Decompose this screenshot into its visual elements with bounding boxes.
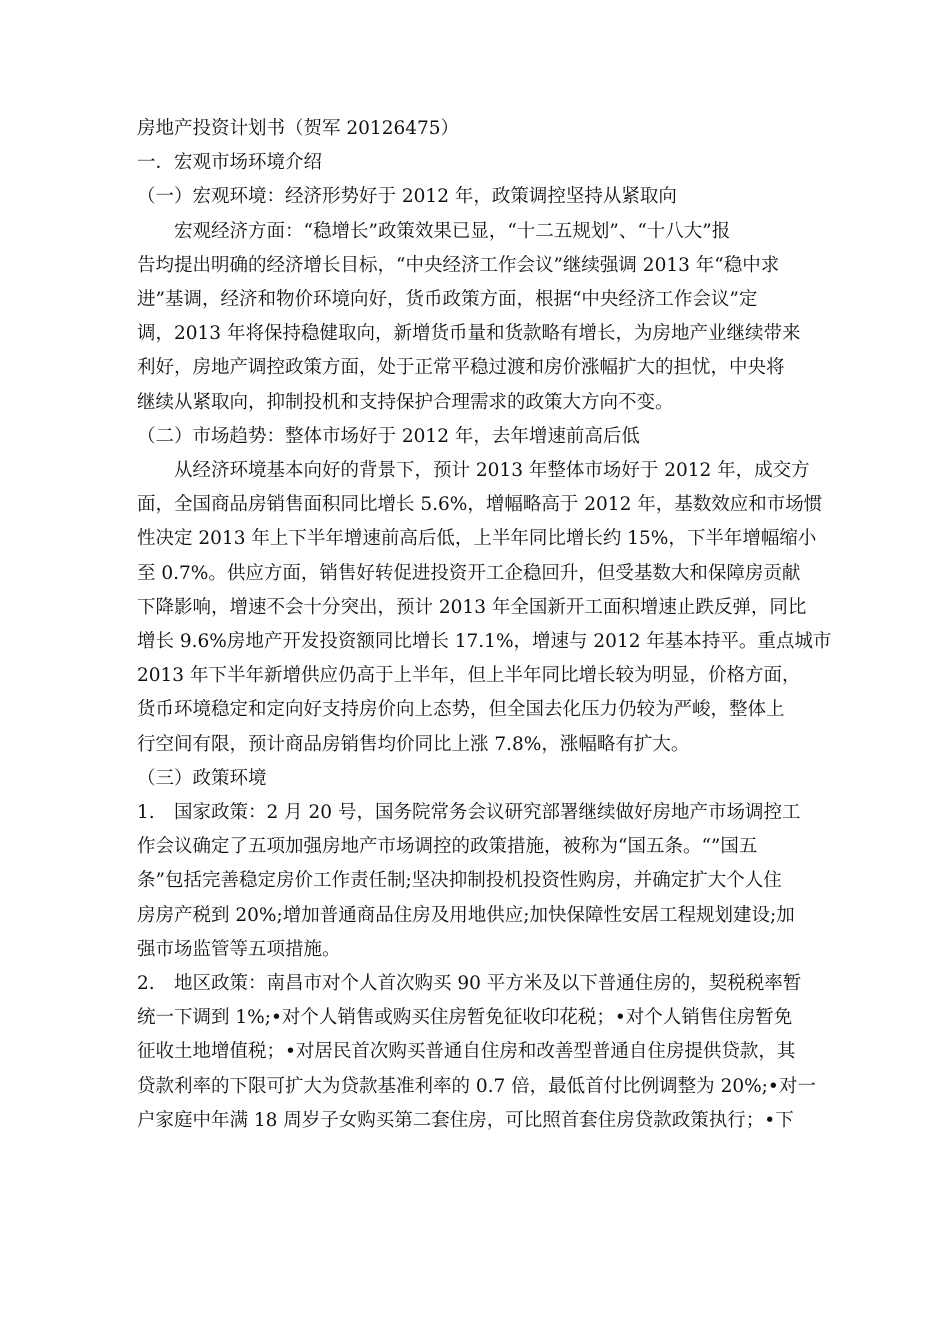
document-title: 房地产投资计划书（贺军 20126475）: [137, 118, 460, 139]
paragraph-line: 贷款利率的下限可扩大为贷款基准利率的 0.7 倍，最低首付比例调整为 20%;•对一: [137, 1075, 816, 1097]
paragraph-line: 进”基调，经济和物价环境向好，货币政策方面，根据“中央经济工作会议”定: [137, 289, 758, 311]
paragraph-line: 作会议确定了五项加强房地产市场调控的政策措施，被称为“国五条。“”国五: [137, 836, 758, 858]
paragraph-line: 户家庭中年满 18 周岁子女购买第二套住房，可比照首套住房贷款政策执行；•下: [137, 1109, 794, 1131]
subsection-heading-3: （三）政策环境: [137, 767, 267, 789]
paragraph-line: 增长 9.6%房地产开发投资额同比增长 17.1%，增速与 2012 年基本持平。重点城市: [137, 631, 832, 653]
paragraph-line: 条”包括完善稳定房价工作责任制;坚决抑制投机投资性购房，并确定扩大个人住: [137, 870, 782, 892]
list-item-regional-policy: [137, 967, 817, 1138]
paragraph-line: 货币环境稳定和定向好支持房价向上态势，但全国去化压力仍较为严峻，整体上: [137, 699, 785, 721]
paragraph-line: 从经济环境基本向好的背景下，预计 2013 年整体市场好于 2012 年，成交方: [174, 460, 810, 482]
list-number: 2.: [137, 973, 155, 995]
subsection-heading-1: （一）宏观环境：经济形势好于 2012 年，政策调控坚持从紧取向: [137, 186, 677, 208]
paragraph-line: 调，2013 年将保持稳健取向，新增货币量和货款略有增长，为房地产业继续带来: [137, 323, 801, 345]
subsection-heading-2: （二）市场趋势：整体市场好于 2012 年，去年增速前高后低: [137, 425, 640, 447]
document-page: [137, 112, 832, 1138]
paragraph-line: 房房产税到 20%;增加普通商品住房及用地供应;加快保障性安居工程规划建设;加: [137, 904, 795, 926]
paragraph-line: 统一下调到 1%;•对个人销售或购买住房暂免征收印花税；•对个人销售住房暂免: [137, 1007, 793, 1029]
list-item-national-policy: [137, 796, 817, 967]
paragraph-line: 性决定 2013 年上下半年增速前高后低，上半年同比增长约 15%，下半年增幅缩小: [137, 528, 817, 550]
list-item-line: [137, 796, 817, 830]
list-item-text: 地区政策：南昌市对个人首次购买 90 平方米及以下普通住房的，契税税率暂: [174, 973, 802, 995]
list-item-line: [137, 967, 817, 1001]
paragraph-line: 2013 年下半年新增供应仍高于上半年，但上半年同比增长较为明显，价格方面，: [137, 665, 801, 687]
paragraph-line: 面，全国商品房销售面积同比增长 5.6%，增幅略高于 2012 年，基数效应和市场惯: [137, 494, 823, 516]
paragraph-line: 利好，房地产调控政策方面，处于正常平稳过渡和房价涨幅扩大的担忧，中央将: [137, 357, 785, 379]
list-item-text: 国家政策：2 月 20 号，国务院常务会议研究部署继续做好房地产市场调控工: [174, 802, 801, 824]
paragraph-line: 继续从紧取向，抑制投机和支持保护合理需求的政策大方向不变。: [137, 391, 674, 413]
section-heading-1: 一．宏观市场环境介绍: [137, 152, 323, 174]
paragraph-line: 下降影响，增速不会十分突出，预计 2013 年全国新开工面积增速止跌反弹，同比: [137, 596, 807, 618]
paragraph-line: 宏观经济方面：“稳增长”政策效果已显，“十二五规划”、“十八大”报: [174, 220, 731, 242]
paragraph-line: 告均提出明确的经济增长目标，“中央经济工作会议”继续强调 2013 年“稳中求: [137, 254, 780, 276]
paragraph-line: 行空间有限，预计商品房销售均价同比上涨 7.8%，涨幅略有扩大。: [137, 733, 690, 755]
paragraph-macro-economy: [137, 215, 817, 420]
paragraph-market-trend: [137, 454, 832, 762]
paragraph-line: 征收土地增值税；•对居民首次购买普通自住房和改善型普通自住房提供贷款，其: [137, 1041, 796, 1063]
paragraph-line: 至 0.7%。供应方面，销售好转促进投资开工企稳回升，但受基数大和保障房贡献: [137, 562, 801, 584]
paragraph-line: 强市场监管等五项措施。: [137, 938, 341, 960]
list-number: 1.: [137, 802, 155, 824]
